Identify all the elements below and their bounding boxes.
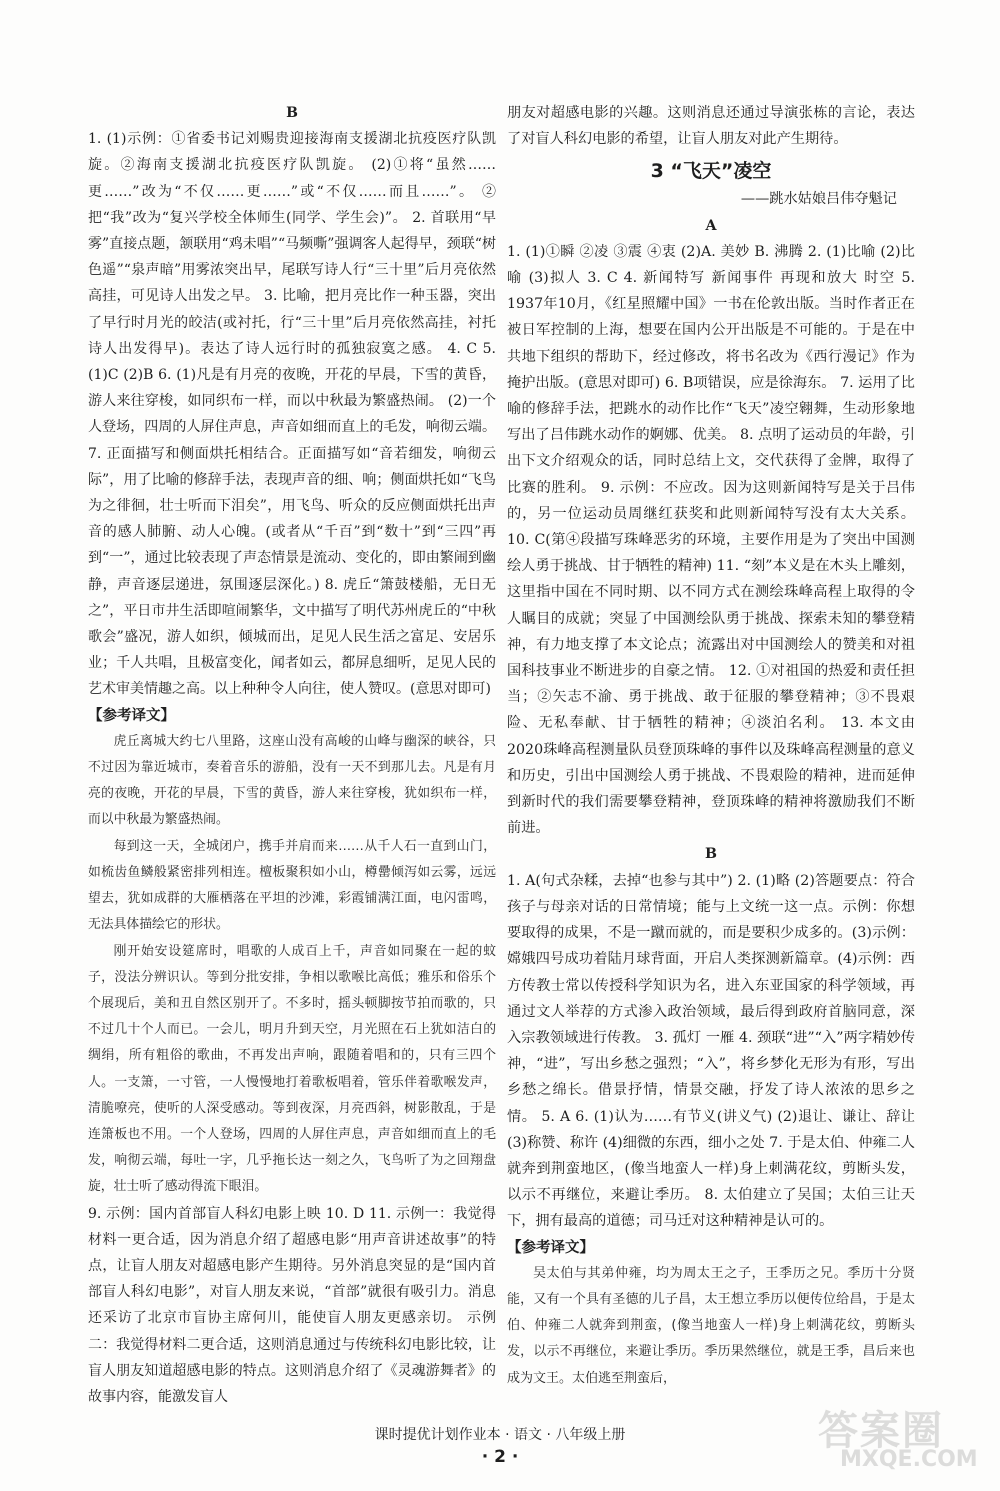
left-column	[88, 100, 496, 1410]
right-column	[507, 100, 915, 1392]
translation-paragraph: 虎丘离城大约七八里路，这座山没有高峻的山峰与幽深的峡谷，只不过因为靠近城市，奏着音乐的游船，没有一天不到那儿去。凡是有月亮的夜晚，开花的早晨，下雪的黄昏，游人来往穿梭，犹如织布一样，而以中秋最为繁盛热闹。	[88, 733, 496, 828]
lesson-title: 3 “飞天”凌空	[650, 160, 772, 183]
section-heading-b: B	[705, 846, 717, 863]
reference-translation-heading: 【参考译文】	[88, 707, 175, 724]
translation-paragraph: 刚开始安设筵席时，唱歌的人成百上千，声音如同聚在一起的蚊子，没法分辨识认。等到分批安排，争相以歌喉比高低；雅乐和俗乐个个展现后，美和丑自然区别开了。不多时，摇头顿脚按节拍而歌的，只不过几十个人而已。一会儿，明月升到天空，月光照在石上犹如洁白的绸绢，所有粗俗的歌曲，不再发出声响，跟随着唱和的，只有三四个人。一支箫，一寸管，一人慢慢地打着歌板唱着，管乐伴着歌喉发声，清脆嘹亮，使听的人深受感动。等到夜深，月亮西斜，树影散乱，于是连箫板也不用。一个人登场，四周的人屏住声息，声音如细而直上的毛发，响彻云端，每吐一字，几乎拖长达一刻之久，飞鸟听了为之回翔盘旋，壮士听了感动得流下眼泪。	[88, 943, 496, 1195]
answers-block: 1. (1)①瞬 ②凌 ③震 ④衷 (2)A. 美妙 B. 沸腾 2. (1)比喻 (2)比喻 (3)拟人 3. C 4. 新闻特写 新闻事件 再现和放大 时空 5. 1937年10月，《红星照耀中国》一书在伦敦出版。当时作者正在被日军控制的上海，想要在国内公开出版是不可能的。于是在中共地下组织的帮助下，经过修改，将书名改为《西行漫记》作为掩护出版。(意思对即可) 6. B项错误，应是徐海东。 7. 运用了比喻的修辞手法，把跳水的动作比作“飞天”凌空翱舞，生动形象地写出了吕伟跳水动作的婀娜、优美。 8. 点明了运动员的年龄，引出下文介绍观众的话，同时总结上文，交代获得了金牌，取得了比赛的胜利。 9. 示例：不应改。因为这则新闻特写是关于吕伟的，另一位运动员周继红获奖和此则新闻特写没有太大关系。 10. C(第④段描写珠峰恶劣的环境，主要作用是为了突出中国测绘人勇于挑战、甘于牺牲的精神) 11. “刻”本义是在木头上雕刻，这里指中国在不同时期、以不同方式在测绘珠峰高程上取得的令人瞩目的成就；突显了中国测绘队勇于挑战、探索未知的攀登精神，有力地支撑了本文论点；流露出对中国测绘人的赞美和对祖国科技事业不断进步的自豪之情。 12. ①对祖国的热爱和责任担当；②矢志不渝、勇于挑战、敢于征服的攀登精神；③不畏艰险、无私奉献、甘于牺牲的精神；④淡泊名利。 13. 本文由2020珠峰高程测量队员登顶珠峰的事件以及珠峰高程测量的意义和历史，引出中国测绘人勇于挑战、不畏艰险的精神，进而延伸到新时代的我们需要攀登精神，登顶珠峰的精神将激励我们不断前进。	[507, 243, 915, 837]
page-footer: 课时提优计划作业本 · 语文 · 八年级上册	[374, 1427, 626, 1443]
reference-translation-heading: 【参考译文】	[507, 1239, 594, 1256]
section-heading-b: B	[286, 105, 298, 121]
answers-continuation: 朋友对超感电影的兴趣。这则消息还通过导演张栋的言论，表达了对盲人科幻电影的希望，让盲人朋友对此产生期待。	[507, 105, 915, 148]
answers-block: 9. 示例：国内首部盲人科幻电影上映 10. D 11. 示例一：我觉得材料一更合适，因为消息介绍了超感电影“用声音讲述故事”的特点，让盲人朋友对超感电影产生期待。另外消息突显的是“国内首部盲人科幻电影”，对盲人朋友来说，“首部”就很有吸引力。消息还采访了北京市盲协主席何川，能使盲人朋友更感亲切。 示例二：我觉得材料二更合适，这则消息通过与传统科幻电影比较，让盲人朋友知道超感电影的特点。这则消息介绍了《灵魂游舞者》的故事内容，能激发盲人	[88, 1205, 496, 1405]
answers-block: 1. (1)示例：①省委书记刘赐贵迎接海南支援湖北抗疫医疗队凯旋。②海南支援湖北抗疫医疗队凯旋。 (2)①将“虽然……更……”改为“不仅……更……”或“不仅……而且……”。 ②把“我”改为“复兴学校全体师生(同学、学生会)”。 2. 首联用“早雾”直接点题，颔联用“鸡未唱”“马频嘶”强调客人起得早，颈联“树色遥”“泉声暗”用雾浓突出早，尾联写诗人行“三十里”后月亮依然高挂，可见诗人出发之早。 3. 比喻，把月亮比作一种玉器，突出了早行时月光的皎洁(或衬托，行“三十里”后月亮依然高挂，衬托诗人出发得早)。表达了诗人远行时的孤独寂寞之感。 4. C 5. (1)C (2)B 6. (1)凡是有月亮的夜晚，开花的早晨，下雪的黄昏，游人来往穿梭，如同织布一样，而以中秋最为繁盛热闹。 (2)一个人登场，四周的人屏住声息，声音如细而直上的毛发，响彻云端。 7. 正面描写和侧面烘托相结合。正面描写如“音若细发，响彻云际”，用了比喻的修辞手法，表现声音的细、响；侧面烘托如“飞鸟为之徘徊，壮士听而下泪矣”，用飞鸟、听众的反应侧面烘托出声音的感人肺腑、动人心魄。(或者从“千百”到“数十”到“三四”再到“一”，通过比较表现了声态情景是流动、变化的，即由繁闹到幽静，声音逐层递进，氛围逐层深化。) 8. 虎丘“箫鼓楼船，无日无之”，平日市井生活即喧闹繁华，文中描写了明代苏州虎丘的“中秋歌会”盛况，游人如织，倾城而出，足见人民生活之富足、安居乐业；千人共唱，且极富变化，闻者如云，都屏息细听，足见人民的艺术审美情趣之高。以上种种令人向往，使人赞叹。(意思对即可)	[88, 131, 496, 698]
watermark-logo	[818, 1399, 988, 1479]
page-number: · 2 ·	[481, 1447, 519, 1467]
answers-block: 1. A(句式杂糅，去掉“也参与其中”) 2. (1)略 (2)答题要点：符合孩子与母亲对话的日常情境；能与上文统一这一点。示例：你想要取得的成果，不是一蹴而就的，而是要积少成多的。(3)示例：嫦娥四号成功着陆月球背面，开启人类探测新篇章。(4)示例：西方传教士常以传授科学知识为名，进入东亚国家的科学领域，再通过文人举荐的方式渗入政治领域，最后得到政府首脑同意，深入宗教领域进行传教。 3. 孤灯 一雁 4. 颈联“进”“入”两字精妙传神，“进”，写出乡愁之强烈；“入”，将乡梦化无形为有形，写出乡愁之绵长。借景抒情，情景交融，抒发了诗人浓浓的思乡之情。 5. A 6. (1)认为……有节义(讲义气) (2)退让、谦让、辞让 (3)称赞、称许 (4)细微的东西，细小之处 7. 于是太伯、仲雍二人就奔到荆蛮地区，(像当地蛮人一样)身上刺满花纹，剪断头发，以示不再继位，来避让季历。 8. 太伯建立了吴国；太伯三让天下，拥有最高的道德；司马迁对这种精神是认可的。	[507, 872, 915, 1230]
translation-paragraph: 每到这一天，全城闭户，携手并肩而来……从千人石一直到山门，如梳齿鱼鳞般紧密排列相连。檀板聚积如小山，樽罍倾泻如云雾，远远望去，犹如成群的大雁栖落在平坦的沙滩，彩霞铺满江面，电闪雷鸣，无法具体描绘它的形状。	[88, 838, 496, 933]
translation-paragraph: 吴太伯与其弟仲雍，均为周太王之子，王季历之兄。季历十分贤能，又有一个具有圣德的儿子昌，太王想立季历以便传位给昌，于是太伯、仲雍二人就奔到荆蛮，(像当地蛮人一样)身上刺满花纹，剪断头发，以示不再继位，来避让季历。季历果然继位，就是王季，昌后来也成为文王。太伯逃至荆蛮后，	[507, 1265, 915, 1386]
watermark-url: MXQE.COM	[840, 1447, 978, 1472]
lesson-subtitle: ——跳水姑娘吕伟夺魁记	[740, 191, 897, 208]
watermark-text: 答案圈	[818, 1408, 944, 1454]
section-heading-a: A	[705, 217, 717, 234]
